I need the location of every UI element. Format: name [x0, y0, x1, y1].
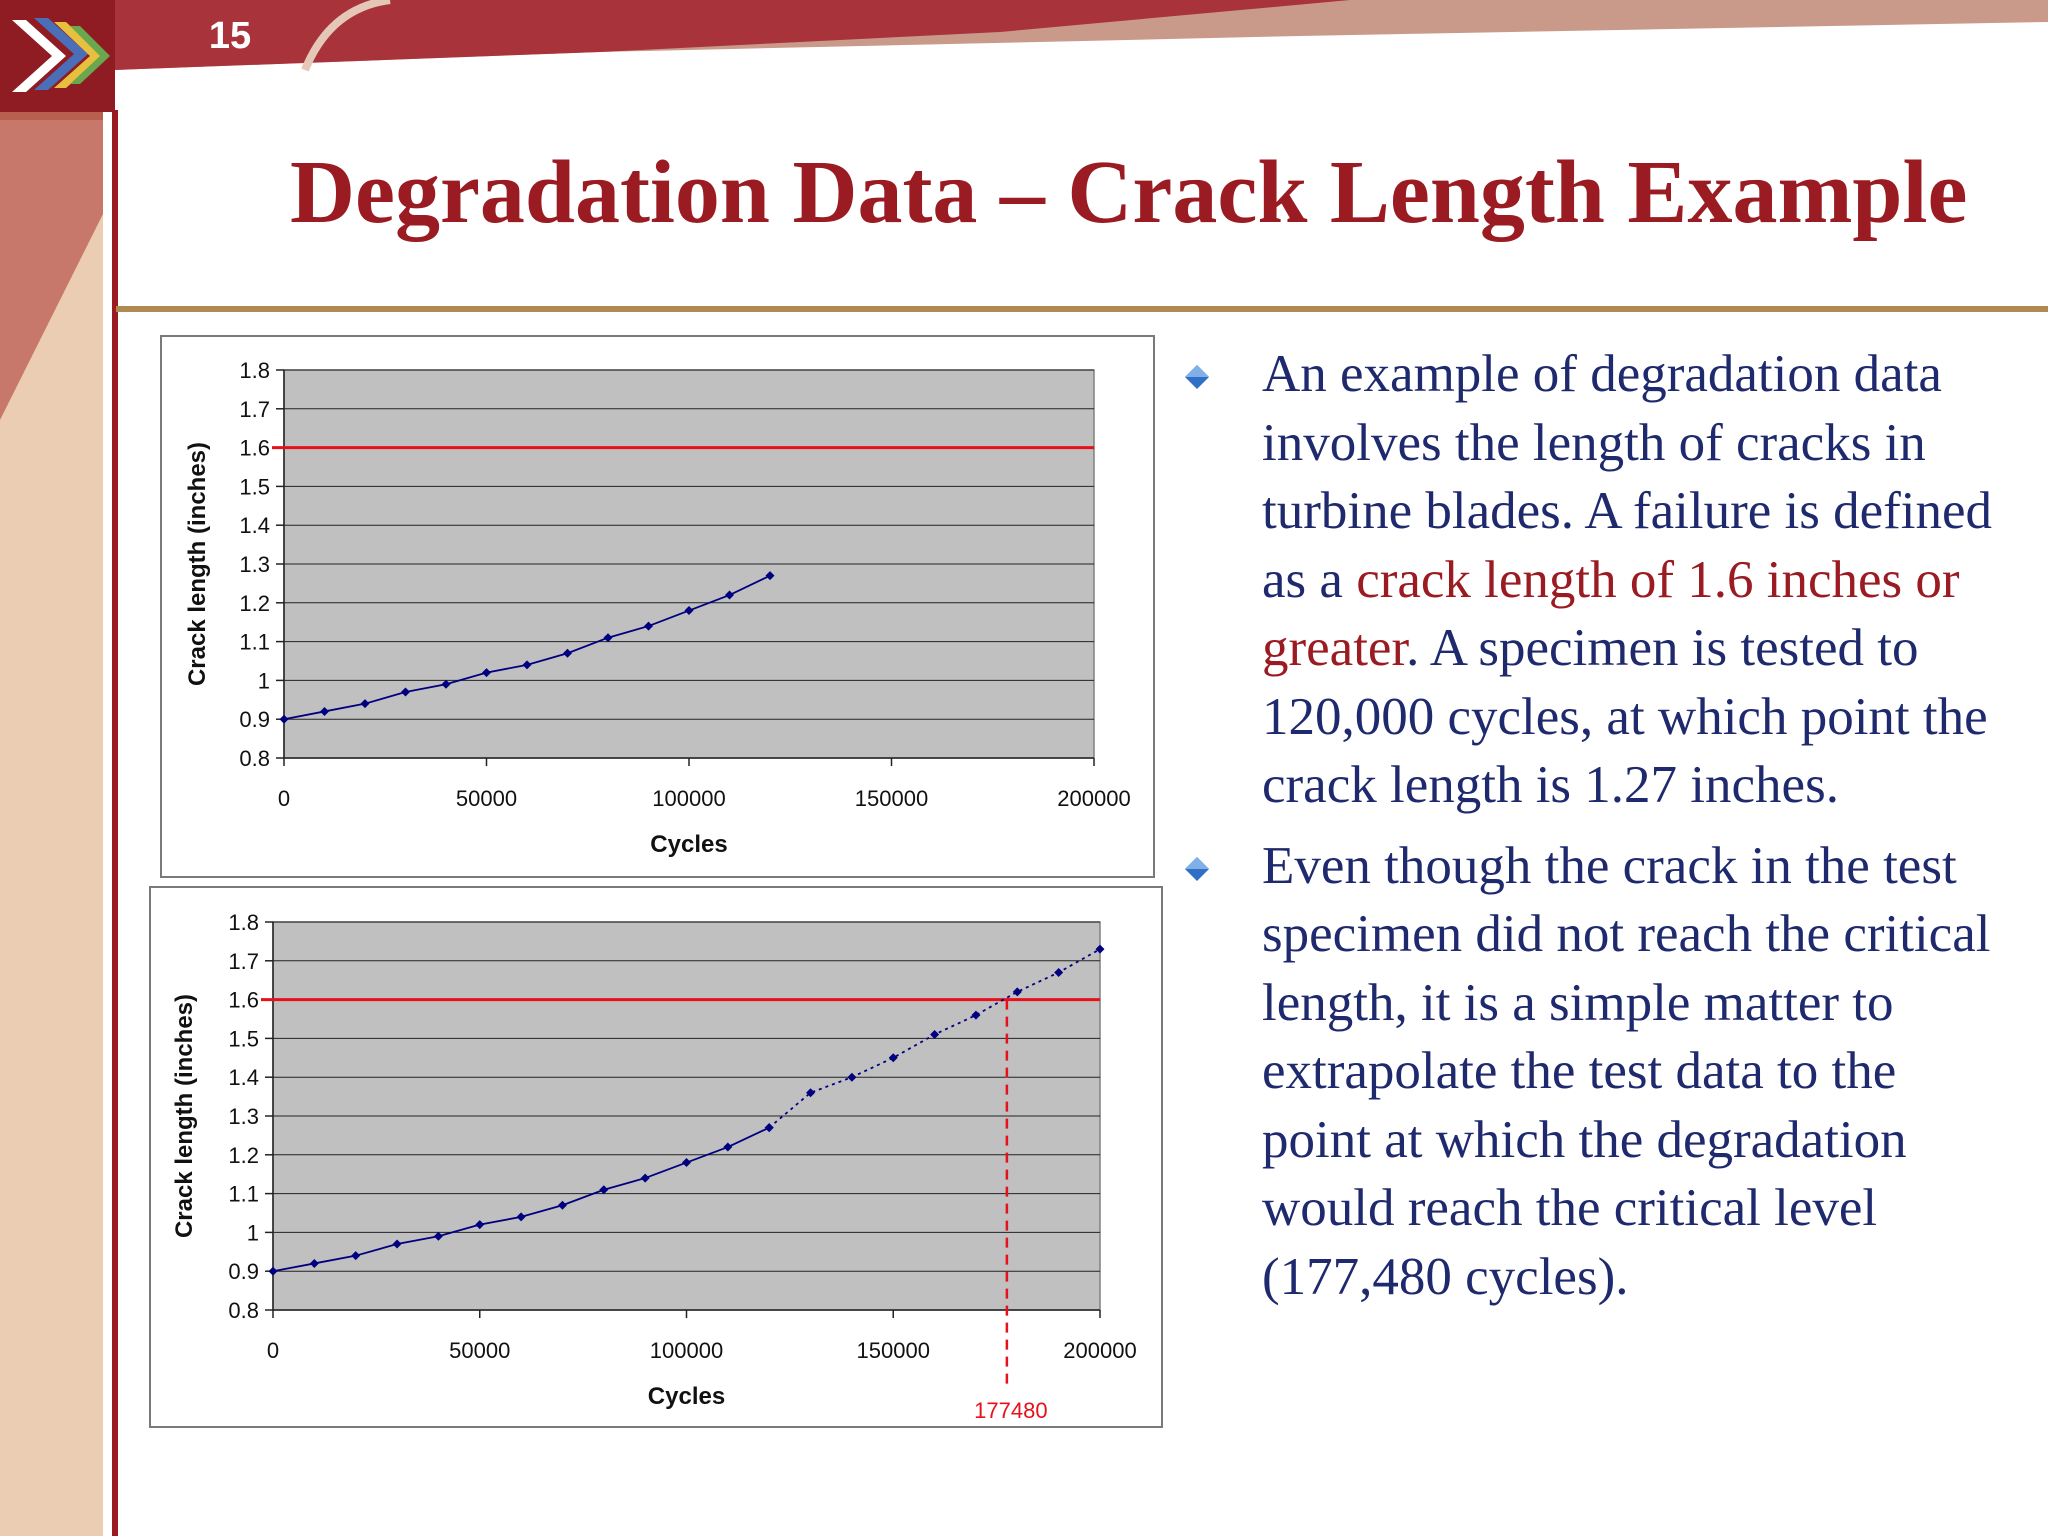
bullet-item [1180, 340, 2010, 820]
y-axis-title: Crack length (inches) [171, 993, 198, 1239]
bullet-text: . A specimen is tested to 120,000 cycles, at which point the crack length is 1.27 inches. [1262, 619, 1988, 814]
x-axis-title: Cycles [650, 831, 728, 858]
crack-length-chart-bottom [149, 886, 1163, 1428]
y-tick-label: 1.7 [239, 396, 270, 422]
title-divider [116, 306, 2048, 312]
y-tick-label: 1.6 [239, 435, 270, 461]
x-tick-label: 150000 [854, 786, 929, 811]
bullet-text: An example of degradation data involves the length of cracks in turbine blades. A failure is defined as a [1262, 345, 1993, 609]
blue-diamond-bullet-icon [1184, 856, 1210, 882]
left-band-cream [0, 190, 115, 1536]
slide-number: 15 [208, 15, 252, 57]
y-tick-label: 1.1 [228, 1181, 259, 1207]
y-tick-label: 1.8 [239, 358, 270, 383]
y-tick-label: 1.2 [228, 1142, 259, 1168]
bullet-highlight: crack length of 1.6 inches or greater [1262, 550, 1960, 677]
y-tick-label: 0.9 [239, 707, 270, 733]
y-tick-label: 1.8 [228, 910, 259, 935]
y-tick-label: 0.8 [228, 1298, 259, 1323]
y-tick-label: 1 [246, 1220, 259, 1246]
x-tick-label: 200000 [1063, 1338, 1137, 1363]
x-tick-label: 50000 [449, 1338, 511, 1363]
x-tick-label: 50000 [455, 786, 518, 811]
bullet-list [1180, 340, 2010, 1323]
bullet-item [1180, 832, 2010, 1312]
y-tick-label: 1.3 [239, 552, 270, 577]
critical-cycles-label: 177480 [974, 1398, 1048, 1423]
x-tick-label: 100000 [652, 786, 726, 811]
page-title: Degradation Data – Crack Length Example [290, 143, 1968, 242]
x-tick-label: 0 [266, 1338, 280, 1363]
bullet-text: Even though the crack in the test specimen did not reach the critical length, it is a simple matter to extrapolate the test data to the point at which the degradation would reach the critical level (177,480 cycles). [1262, 836, 1991, 1306]
y-tick-label: 1 [257, 668, 270, 694]
left-red-line [112, 110, 118, 1536]
x-tick-label: 200000 [1057, 786, 1131, 811]
y-tick-label: 1.7 [228, 948, 259, 974]
x-tick-label: 0 [277, 786, 291, 811]
crack-length-chart-top [160, 335, 1155, 878]
chart-top [160, 335, 1155, 878]
y-tick-label: 1.5 [239, 474, 270, 500]
y-tick-label: 0.8 [239, 746, 270, 771]
chart-bottom [149, 886, 1163, 1428]
x-axis-title: Cycles [647, 1383, 726, 1410]
y-tick-label: 1.5 [228, 1026, 259, 1052]
x-tick-label: 100000 [649, 1338, 724, 1363]
y-tick-label: 1.6 [228, 987, 259, 1013]
y-tick-label: 1.4 [239, 513, 270, 539]
y-axis-title: Crack length (inches) [184, 441, 211, 687]
y-tick-label: 1.3 [228, 1104, 259, 1129]
y-tick-label: 1.4 [228, 1065, 259, 1091]
y-tick-label: 1.2 [239, 590, 270, 616]
blue-diamond-bullet-icon [1184, 364, 1210, 390]
y-tick-label: 0.9 [228, 1259, 259, 1285]
x-tick-label: 150000 [856, 1338, 930, 1363]
y-tick-label: 1.1 [239, 629, 270, 655]
